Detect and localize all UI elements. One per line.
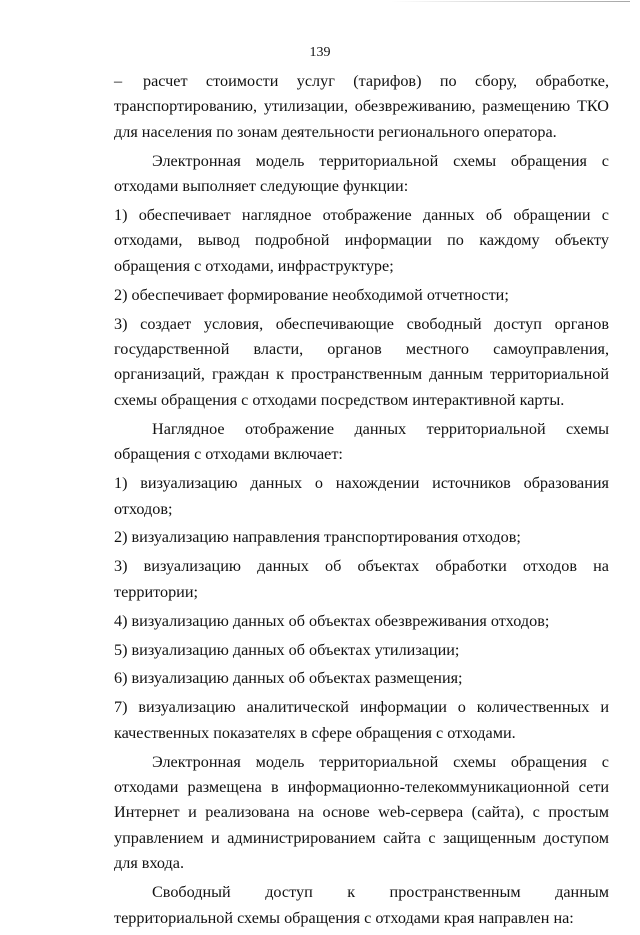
list-item: 7) визуализацию аналитической информации о количественных и качественных показателях в сфере обращения с отходами.	[114, 698, 609, 742]
paragraph: Электронная модель территориальной схемы обращения с отходами размещена в информационно-телекоммуникационной сети Интернет и реализована на основе web-сервера (сайта), с простым управлением и администрированием сайта с защищенным доступом для входа.	[114, 752, 609, 873]
paragraph-text: расчет стоимости услуг (тарифов) по сбору, обработке, транспортированию, утилизации, обезвреживанию, размещению ТКО для населения по зонам деятельности регионального оператора.	[114, 72, 609, 141]
paragraph-dash-item	[114, 69, 609, 145]
list-item: 2) визуализацию направления транспортирования отходов;	[114, 528, 521, 547]
list-item: 5) визуализацию данных об объектах утилизации;	[114, 640, 460, 659]
list-item: 1) обеспечивает наглядное отображение данных об обращении с отходами, вывод подробной информации по каждому объекту обращения с отходами, инфраструктуре;	[114, 206, 609, 275]
paragraph: Наглядное отображение данных территориальной схемы обращения с отходами включает:	[114, 419, 609, 464]
dash-marker: –	[114, 72, 123, 90]
paragraph: Электронная модель территориальной схемы обращения с отходами выполняет следующие функции:	[114, 151, 609, 196]
list-item: 3) визуализацию данных об объектах обработки отходов на территории;	[114, 557, 609, 601]
list-item: 6) визуализацию данных об объектах размещения;	[114, 669, 463, 688]
page-number: 139	[309, 45, 331, 60]
list-item: 4) визуализацию данных об объектах обезвреживания отходов;	[114, 611, 550, 630]
list-item: 3) создает условия, обеспечивающие свободный доступ органов государственной власти, органов местного самоуправления, организаций, граждан к пространственным данным территориальной схемы обращения с отходами посредством интерактивной карты.	[114, 314, 609, 409]
paragraph: Свободный доступ к пространственным данным территориальной схемы обращения с отходами края направлен на:	[114, 883, 609, 927]
list-item: 1) визуализацию данных о нахождении источников образования отходов;	[114, 474, 609, 518]
scan-edge-line	[390, 1, 630, 2]
page-body	[114, 69, 609, 935]
list-item: 2) обеспечивает формирование необходимой отчетности;	[114, 285, 509, 304]
